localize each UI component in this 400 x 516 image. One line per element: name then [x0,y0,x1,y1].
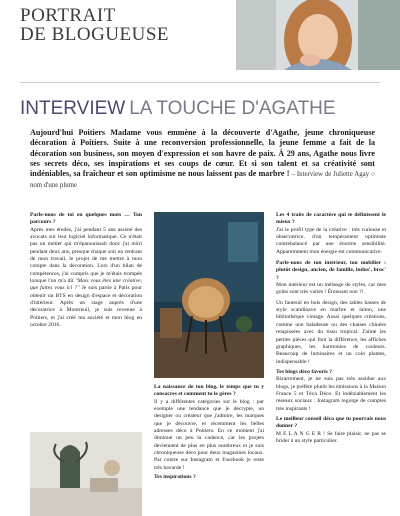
question: Parle-nous de toi en quelques mots … Ton parcours ? [30,212,142,226]
question: Tes blogs déco favoris ? [276,368,333,375]
section-title-line1: PORTRAIT [20,5,116,26]
question: Les 4 traits de caractère qui te définissent le mieux ? [276,212,386,226]
section-title [20,6,169,44]
answer-quote: "Mais vous êtes une créative, que faites vous ici ?" [30,278,142,292]
headline-title: LA TOUCHE D'AGATHE [129,98,336,119]
answer-text-end: Je suis partie à Paris pour obtenir un BTS en design d'espace et décoration d'intérieur. Après un stage auprès d'une décoratrice à Montreuil, je suis revenue à Poitiers, et j'ai créé ma société et mon blog en octobre 2016. [30,285,142,329]
intro-text: Aujourd'hui Poitiers Madame vous emmène à la découverte d'Agathe, jeune chroniqueuse décoration à Poitiers. Suite à une reconversion professionnelle, la jeune femme a fait de la décoration son business, son moyen d'expression et son havre de paix. À 29 ans, Agathe nous livre ses secrets déco, ses inspirations et ses coups de cœur. Et si son talent et sa créativité sont indéniables, sa fraîcheur et son optimisme ne nous laissent pas de marbre ! [30,128,375,179]
answer: Il y a différentes catégories sur le blog : par exemple une tendance que je décrypte, un designer ou créateur que j'admire, les marques que je découvre, et récemment les belles adresses déco à Poitiers. En ce moment j'ai diminué un peu la cadence, car les projets deviennent de plus en plus nombreux et je suis chroniqueuse déco pour deux magazines locaux. Par contre sur Instagram et Facebook je reste très bavarde ! [154,398,264,471]
right-column [276,212,386,445]
answer: M E L A N G E R ! Se faire plaisir, ne pas se brider à un style particulier. [276,430,386,444]
blogger-portrait-photo [236,0,400,70]
left-column [30,212,142,330]
header-divider [20,82,380,83]
answer: Mon intérieur est un mélange de styles, car mes goûts sont très variés ! Étonnant non ?! [276,282,386,296]
intro-paragraph [30,128,375,192]
answer-text: Après mes études, j'ai pendant 5 ans assisté des avocats sur leur logiciel informatique. Ce n'était pas un métier qui m'épanouissait donc j'ai mûri pendant deux ans, presque chaque soir en rentrant de mon travail, le projet de me mettre à mon compte dans la décoration. Lors d'un bilan de compétences, j'ai compris que je m'étais trompée lorsque l'on m'a dit [30,226,142,285]
section-title-line2: DE BLOGUEUSE [20,24,170,45]
question: Le meilleur conseil déco que tu pourrais nous donner ? [276,415,386,430]
intro-credit: – Interview de Juliette Agay ○ nom d'une plume [30,171,376,190]
answer [30,227,142,330]
question: Parle-nous de ton intérieur, ton mobilier : plutôt design, ancien, de famille, indus', broc' ? [276,260,386,281]
question: La naissance de ton blog, le temps que tu y consacres et comment tu le gères ? [154,384,264,398]
answer: Un fauteuil en bois design, des tables basses de style scandinave en marbre et laiton, une bibliothèque vintage. Aussi quelques créations, comme une baladeuse ou des chaises chinées retapissées avec du tissu tropical. J'aime les petites pièces qui font la différence, les affiches graphiques, les harmonies de couleurs. Beaucoup de luminaires et un coin plantes, indispensable ! [276,299,386,365]
answer: Bizarrement, je ne suis pas très assidue aux blogs, je préfère plutôt les émissions à la Maison France 5 et Téva Déco. Et indéniablement les réseaux sociaux : Instagram regorge de comptes très inspirants ! [276,376,386,412]
living-room-photo [154,212,264,378]
headline [20,98,336,120]
answer: J'ai le profil type de la créative : très curieuse et observatrice, d'un tempérament optimiste contrebalancé par une énorme sensibilité. Apparemment mon énergie est communicative. [276,226,386,255]
middle-column [154,384,264,481]
headline-prefix: INTERVIEW [20,98,126,119]
question: Tes inspirations ? [154,474,196,481]
decor-still-life-photo [30,432,142,516]
